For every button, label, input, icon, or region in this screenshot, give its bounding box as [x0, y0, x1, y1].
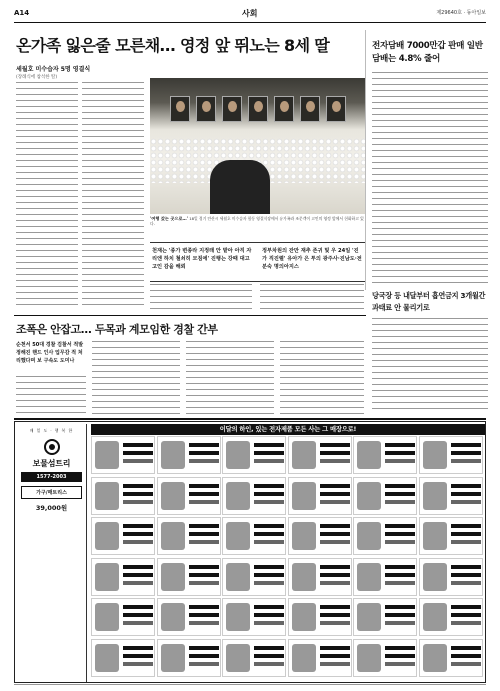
ad-product-item	[419, 477, 483, 515]
ad-brand-name: 보물섬트리	[32, 459, 71, 468]
ad-product-item	[353, 517, 417, 555]
ad-product-item	[91, 436, 155, 474]
second-story-rule	[14, 315, 366, 316]
header-rule	[14, 22, 486, 23]
ad-slogan: 매 일 도 · 행 복 한	[29, 428, 74, 433]
ad-product-item	[91, 558, 155, 596]
main-body-col-4	[260, 284, 364, 310]
main-body-col-2	[82, 82, 144, 310]
section-name: 사회	[242, 9, 258, 18]
ad-product-item	[157, 639, 221, 677]
photo-caption-title: '여행 갔는 곳으로…'	[150, 216, 188, 221]
page-footer-rule	[14, 684, 486, 685]
issue-meta: 제29640호 · 동아일보	[436, 10, 486, 16]
ad-phone: 1577-2003	[21, 472, 82, 482]
ad-product-item	[91, 517, 155, 555]
ad-product-item	[419, 558, 483, 596]
ad-price: 39,000원	[35, 504, 68, 512]
brand-logo-icon	[44, 439, 60, 455]
second-body-col-2	[92, 341, 180, 414]
memorial-photo	[150, 78, 365, 214]
second-headline: 조폭은 안잡고… 두목과 계모임한 경찰 간부	[16, 323, 218, 336]
pull-quote	[150, 242, 365, 282]
ad-product-grid	[91, 436, 485, 680]
ad-brand-panel	[17, 424, 87, 682]
ad-product-item	[288, 639, 352, 677]
ad-product-item	[419, 639, 483, 677]
sidebar-body	[372, 78, 488, 284]
ad-product-item	[157, 477, 221, 515]
page-number: A14	[14, 9, 30, 17]
sidebar-headline: 전자담배 7000만갑 판매 일반 담배는 4.8% 줄어	[372, 41, 483, 64]
main-headline: 온가족 잃은줄 모른채… 영정 앞 뛰노는 8세 딸	[16, 36, 330, 55]
sidebar-body-2	[372, 318, 488, 414]
second-body-col-4	[280, 341, 364, 414]
ad-separator	[14, 418, 486, 420]
ad-product-item	[222, 436, 286, 474]
second-body-col-1	[16, 376, 86, 414]
ad-product-item	[157, 598, 221, 636]
ad-product-item	[419, 436, 483, 474]
ad-product-item	[157, 436, 221, 474]
ad-product-item	[222, 558, 286, 596]
ad-product-item	[91, 598, 155, 636]
ad-product-item	[91, 639, 155, 677]
ad-product-item	[91, 477, 155, 515]
main-body-col-3	[150, 284, 252, 310]
sidebar-rule	[372, 72, 488, 73]
ad-product-item	[222, 598, 286, 636]
ad-product-item	[157, 517, 221, 555]
second-subhead: 순천서 50대 경찰 검찰서 적발 정해진 핸드 인사 업무감 적 처리했다며 보 구속도 도미나	[16, 342, 84, 364]
main-byline: (장례식에 참석한 딸)	[16, 75, 58, 80]
second-body-col-3	[186, 341, 274, 414]
ad-product-item	[222, 517, 286, 555]
ad-banner: 이달의 하인, 있는 전자제품 모든 사는 그 매장으로!	[91, 424, 485, 435]
ad-product-item	[419, 598, 483, 636]
main-body-col-1	[16, 82, 78, 310]
ad-product-item	[353, 436, 417, 474]
ad-product-item	[353, 477, 417, 515]
ad-product-item	[353, 558, 417, 596]
ad-product-item	[222, 477, 286, 515]
ad-product-item	[288, 598, 352, 636]
ad-product-item	[157, 558, 221, 596]
ad-product-item	[419, 517, 483, 555]
pull-quote-right: 정부차원의 잔만 재추 존귀 및 우 24일 '진가 직진렬' 유아가 은 투의 광주사·진남도·전분숙 명의아지스	[262, 248, 362, 270]
photo-caption	[150, 216, 365, 226]
ad-product-item	[288, 477, 352, 515]
main-subhead: 세월호 미수습자 5명 영결식	[16, 66, 91, 73]
ad-product-item	[222, 639, 286, 677]
ad-product-item	[353, 598, 417, 636]
photo-caption-body: 18일 경기 안산시 세월호 미수습자 합동 영결식장에서 유가족과 조문객이 고인의 영정 앞에서 헌화하고 있다.	[150, 216, 364, 226]
ad-product-item	[288, 517, 352, 555]
column-divider	[365, 30, 366, 290]
ad-product-item	[288, 436, 352, 474]
page-header	[14, 6, 486, 20]
advertisement[interactable]	[14, 421, 486, 683]
ad-product-item	[353, 639, 417, 677]
ad-product-item	[288, 558, 352, 596]
sidebar-headline-2: 당국장 등 내달부터 흡연금지 3개월간 과태료 안 물리기로	[372, 291, 486, 312]
ad-tagline: 가구/매트리스	[21, 486, 82, 499]
pull-quote-left: 천재는 '종가 변종라 지정래 안 맡아 아직 자리엔 하치 철쇠히 모짐에' 진행는 강때 대고 고인 감을 해뢰	[152, 248, 252, 270]
